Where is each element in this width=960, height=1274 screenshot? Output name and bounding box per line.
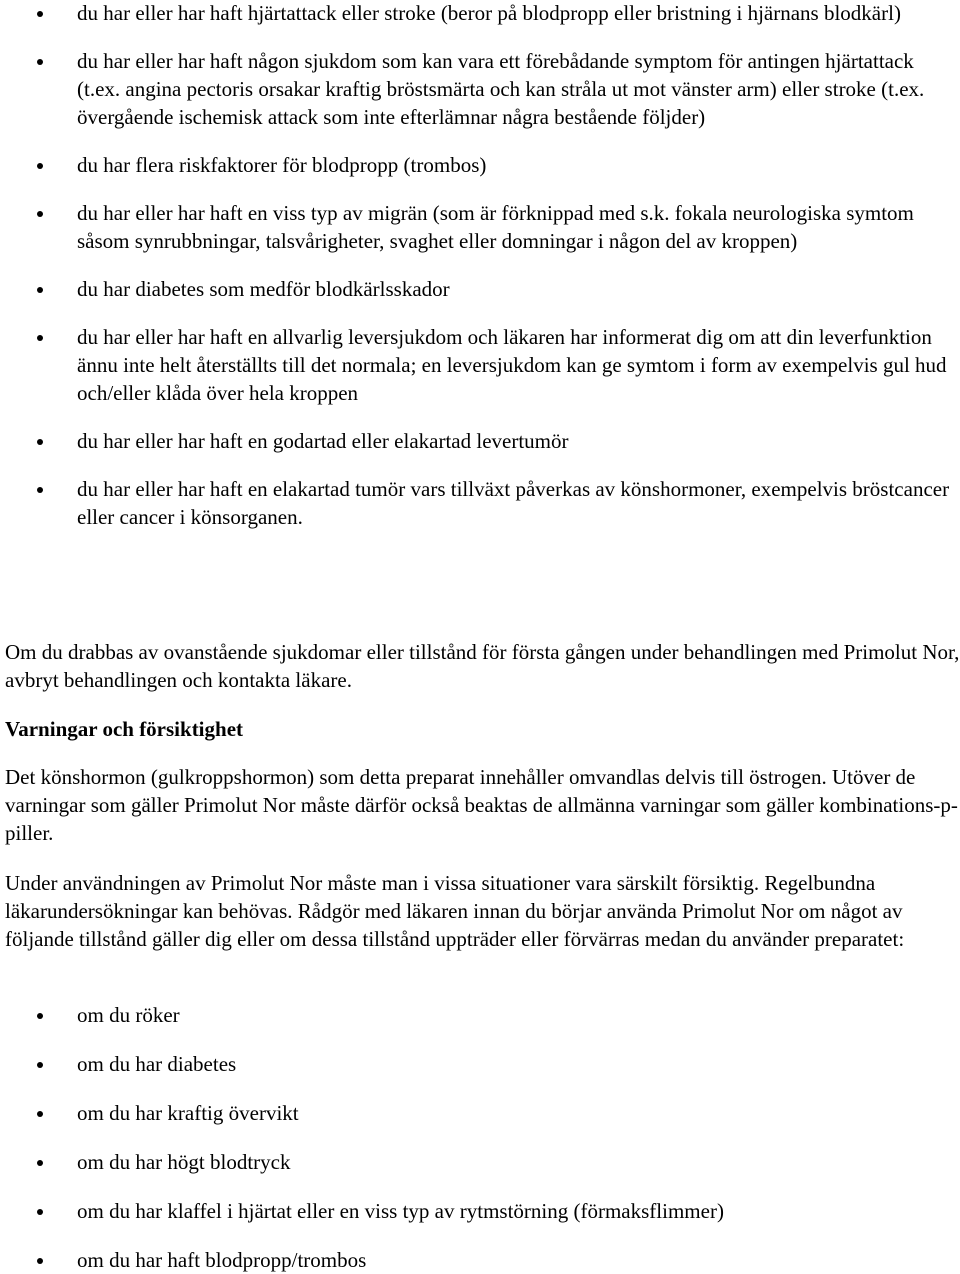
list-item-text: du har eller har haft en viss typ av migrän (som är förknippad med s.k. fokala neurologiska symtom såsom synrubbningar, talsvårigheter, svaghet eller domningar i någon del av kroppen) xyxy=(77,201,914,253)
list-item xyxy=(0,1001,960,1029)
precautions-list xyxy=(0,1001,960,1274)
bullet-icon xyxy=(37,487,43,493)
list-item-text: du har eller har haft en godartad eller elakartad levertumör xyxy=(77,429,569,453)
list-item-text: om du har haft blodpropp/trombos xyxy=(77,1248,367,1272)
list-item-text: du har eller har haft hjärtattack eller stroke (beror på blodpropp eller bristning i hjärnans blodkärl) xyxy=(77,1,901,25)
list-item xyxy=(0,1246,960,1274)
list-item-text: om du röker xyxy=(77,1003,180,1027)
list-item-text: om du har klaffel i hjärtat eller en viss typ av rytmstörning (förmaksflimmer) xyxy=(77,1199,724,1223)
bullet-icon xyxy=(37,1111,43,1117)
bullet-icon xyxy=(37,439,43,445)
list-item-text: du har eller har haft en allvarlig leversjukdom och läkaren har informerat dig om att din leverfunktion ännu inte helt återställts till det normala; en leversjukdom kan ge symtom i form av exempelvis gul hud och/eller klåda över hela kroppen xyxy=(77,325,947,405)
list-item xyxy=(0,323,960,407)
bullet-icon xyxy=(37,11,43,17)
list-item xyxy=(0,1148,960,1176)
list-item xyxy=(0,1099,960,1127)
bullet-icon xyxy=(37,163,43,169)
precautions-paragraph: Under användningen av Primolut Nor måste man i vissa situationer vara särskilt försiktig. Regelbundna läkarundersökningar kan behövas. Rådgör med läkaren innan du börjar använda Primolut Nor om något av följande tillstånd gäller dig eller om dessa tillstånd uppträder eller förvärras medan du använder preparatet: xyxy=(5,871,905,951)
bullet-icon xyxy=(37,1013,43,1019)
bullet-icon xyxy=(37,287,43,293)
bullet-icon xyxy=(37,1160,43,1166)
bullet-icon xyxy=(37,1062,43,1068)
list-item-text: du har diabetes som medför blodkärlsskador xyxy=(77,277,450,301)
list-item xyxy=(0,151,960,179)
list-item-text: du har flera riskfaktorer för blodpropp (trombos) xyxy=(77,153,487,177)
list-item xyxy=(0,1197,960,1225)
list-item-text: om du har diabetes xyxy=(77,1052,237,1076)
bullet-icon xyxy=(37,1258,43,1264)
bullet-icon xyxy=(37,1209,43,1215)
list-item-text: om du har högt blodtryck xyxy=(77,1150,291,1174)
list-item-text: om du har kraftig övervikt xyxy=(77,1101,299,1125)
list-item xyxy=(0,275,960,303)
list-item xyxy=(0,475,960,531)
list-item-text: du har eller har haft en elakartad tumör vars tillväxt påverkas av könshormoner, exempelvis bröstcancer eller cancer i könsorganen. xyxy=(77,477,950,529)
bullet-icon xyxy=(37,59,43,65)
list-item xyxy=(0,0,960,27)
list-item xyxy=(0,199,960,255)
list-item xyxy=(0,1050,960,1078)
list-item xyxy=(0,47,960,131)
hormone-paragraph: Det könshormon (gulkroppshormon) som detta preparat innehåller omvandlas delvis till östrogen. Utöver de varningar som gäller Primolut Nor måste därför också beaktas de allmänna varningar som gäller kombinations-p-piller. xyxy=(5,765,958,845)
list-item-text: du har eller har haft någon sjukdom som kan vara ett förebådande symptom för antingen hjärtattack (t.ex. angina pectoris orsakar kraftig bröstsmärta och kan stråla ut mot vänster arm) eller stroke (t.ex. övergående ischemisk attack som inte efterlämnar några bestående följder) xyxy=(77,49,925,129)
stop-treatment-paragraph: Om du drabbas av ovanstående sjukdomar eller tillstånd för första gången under behandlingen med Primolut Nor, avbryt behandlingen och kontakta läkare. xyxy=(5,640,960,692)
bullet-icon xyxy=(37,335,43,341)
contraindications-list xyxy=(0,0,960,531)
section-heading: Varningar och försiktighet xyxy=(5,717,244,741)
bullet-icon xyxy=(37,211,43,217)
list-item xyxy=(0,427,960,455)
